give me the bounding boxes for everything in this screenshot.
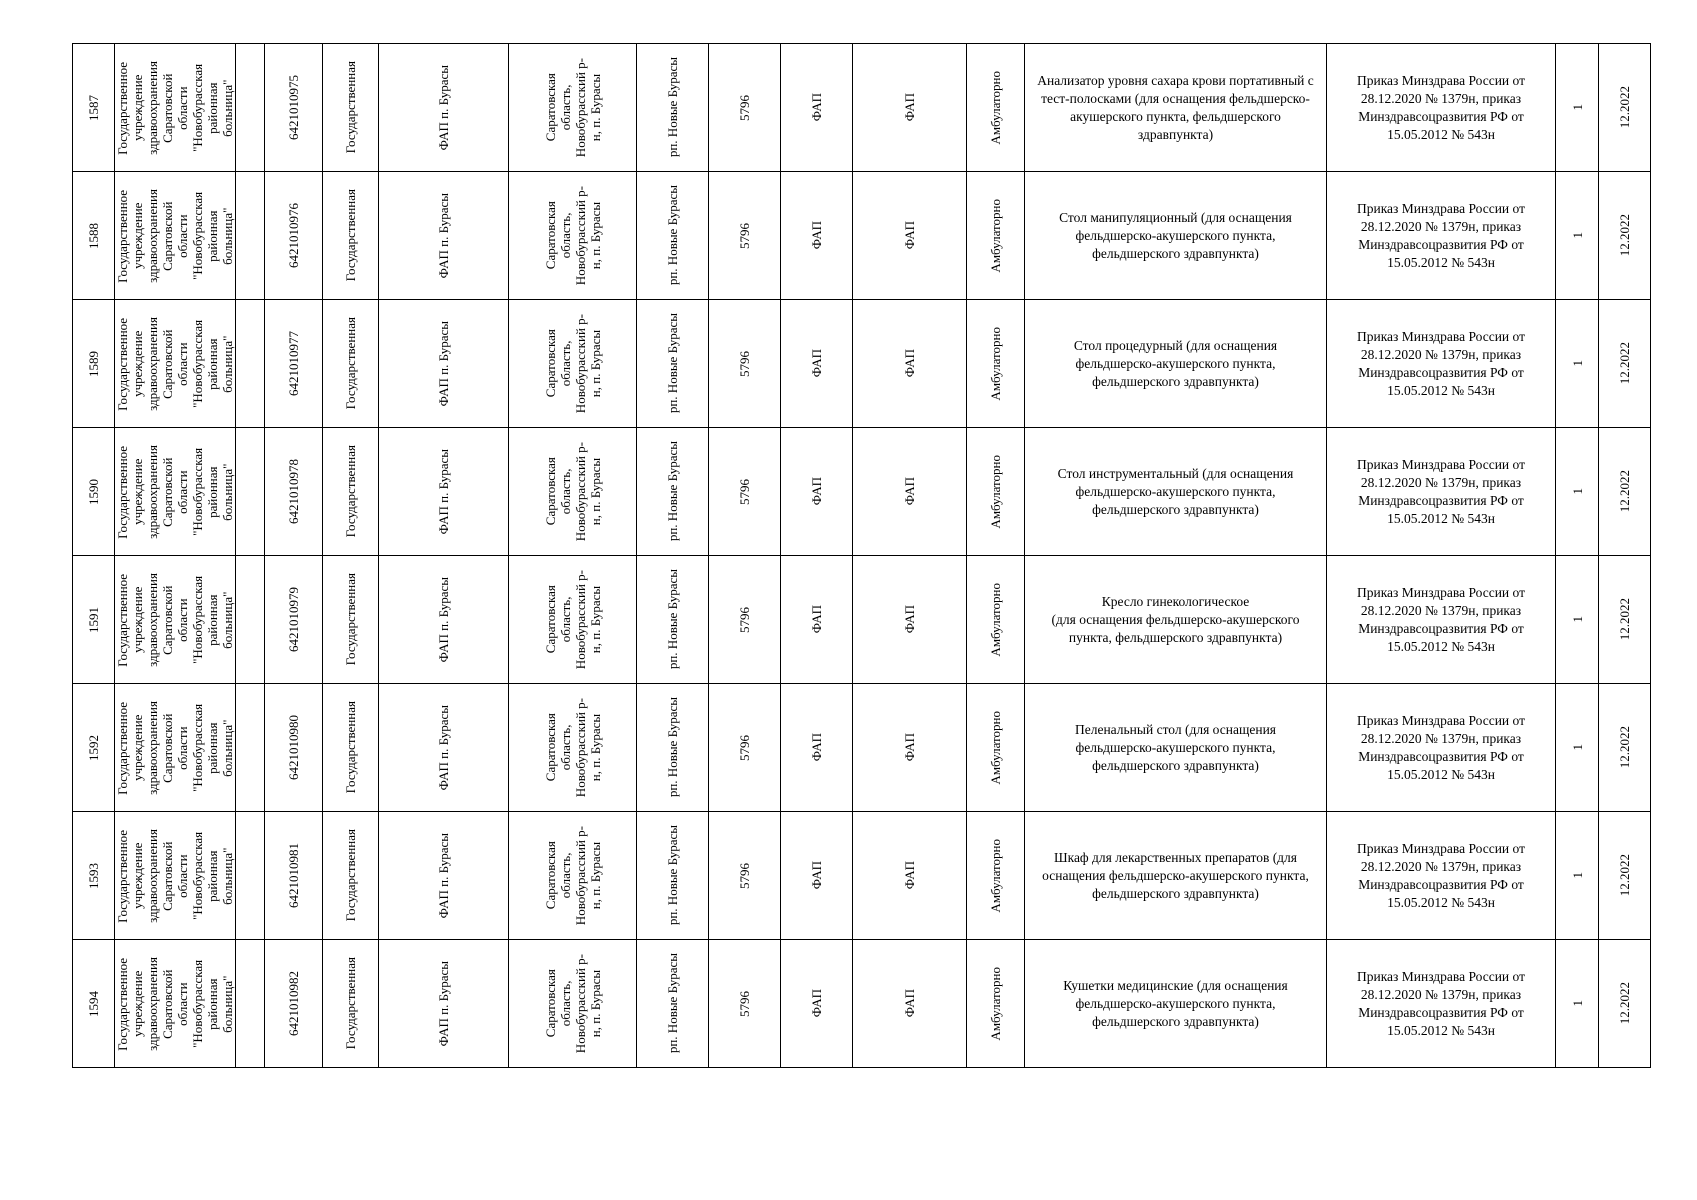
organization-cell (115, 428, 236, 556)
code-text: 5796 (737, 478, 752, 505)
care-form-text: Амбулаторно (988, 454, 1003, 529)
regulation-cell (1327, 44, 1556, 172)
inn-text: 6421010980 (286, 715, 301, 780)
inn-cell (265, 556, 323, 684)
unit-subkind-text: ФАП (902, 221, 917, 250)
quantity-text: 1 (1569, 872, 1585, 879)
code-text: 5796 (737, 222, 752, 249)
quantity-text: 1 (1569, 744, 1585, 751)
inn-text: 6421010975 (286, 75, 301, 140)
organization-cell (115, 44, 236, 172)
inn-cell (265, 684, 323, 812)
unit-kind-text: ФАП (809, 93, 824, 122)
regulation-cell (1327, 172, 1556, 300)
address-cell (509, 300, 637, 428)
inn-cell (265, 300, 323, 428)
care-form-cell (967, 300, 1025, 428)
spacer-cell (236, 812, 265, 940)
code-text: 5796 (737, 734, 752, 761)
unit-subkind-cell (853, 172, 967, 300)
unit-subkind-text: ФАП (902, 93, 917, 122)
quantity-cell (1556, 300, 1599, 428)
care-form-text: Амбулаторно (988, 70, 1003, 145)
ownership-type-text: Государственная (343, 573, 358, 666)
unit-subkind-cell (853, 812, 967, 940)
inn-text: 6421010979 (286, 587, 301, 652)
inn-cell (265, 812, 323, 940)
unit-name-cell (379, 172, 509, 300)
organization-text: Государственное учреждение здравоохранения Саратовской области "Новобурасская районная больница" (115, 60, 235, 155)
organization-cell (115, 940, 236, 1068)
organization-text: Государственное учреждение здравоохранения Саратовской области "Новобурасская районная больница" (115, 444, 235, 539)
care-form-text: Амбулаторно (988, 710, 1003, 785)
quantity-cell (1556, 812, 1599, 940)
care-form-text: Амбулаторно (988, 838, 1003, 913)
row-number-cell (73, 44, 115, 172)
unit-kind-text: ФАП (809, 989, 824, 1018)
settlement-text: рп. Новые Бурасы (665, 313, 680, 414)
row-number-text: 1590 (86, 478, 101, 505)
table-row (73, 172, 1651, 300)
address-cell (509, 428, 637, 556)
organization-cell (115, 812, 236, 940)
inn-cell (265, 940, 323, 1068)
ownership-type-cell (323, 428, 379, 556)
equipment-table (72, 43, 1651, 1068)
equipment-name-text: Шкаф для лекарственных препаратов (для оснащения фельдшерско-акушерского пункта, фельдшерского здравпункта) (1042, 849, 1309, 901)
regulation-cell (1327, 940, 1556, 1068)
settlement-text: рп. Новые Бурасы (665, 825, 680, 926)
unit-name-text: ФАП п. Бурасы (436, 64, 451, 151)
row-number-cell (73, 812, 115, 940)
inn-text: 6421010977 (286, 331, 301, 396)
deadline-text: 12.2022 (1617, 470, 1632, 513)
code-cell (709, 300, 781, 428)
row-number-text: 1591 (86, 606, 101, 633)
unit-subkind-cell (853, 428, 967, 556)
quantity-text: 1 (1569, 104, 1585, 111)
unit-kind-text: ФАП (809, 221, 824, 250)
inn-text: 6421010978 (286, 459, 301, 524)
unit-kind-cell (781, 684, 853, 812)
equipment-name-text: Пеленальный стол (для оснащения фельдшерско-акушерского пункта, фельдшерского здравпункта) (1074, 721, 1277, 773)
ownership-type-text: Государственная (343, 701, 358, 794)
unit-name-text: ФАП п. Бурасы (436, 448, 451, 535)
organization-text: Государственное учреждение здравоохранения Саратовской области "Новобурасская районная больница" (115, 316, 235, 411)
address-text: Саратовская область, Новобурасский р- н, п. Бурасы (542, 313, 603, 414)
regulation-text: Приказ Минздрава России от 28.12.2020 № 1379н, приказ Минздравсоцразвития РФ от 15.05.2012 № 543н (1356, 584, 1526, 654)
spacer-cell (236, 300, 265, 428)
unit-subkind-cell (853, 940, 967, 1068)
code-text: 5796 (737, 350, 752, 377)
equipment-name-cell (1025, 172, 1327, 300)
care-form-cell (967, 428, 1025, 556)
row-number-cell (73, 300, 115, 428)
spacer-cell (236, 428, 265, 556)
care-form-text: Амбулаторно (988, 198, 1003, 273)
deadline-cell (1599, 812, 1651, 940)
equipment-name-cell (1025, 428, 1327, 556)
ownership-type-text: Государственная (343, 445, 358, 538)
deadline-text: 12.2022 (1617, 982, 1632, 1025)
settlement-cell (637, 556, 709, 684)
inn-text: 6421010976 (286, 203, 301, 268)
ownership-type-text: Государственная (343, 317, 358, 410)
care-form-text: Амбулаторно (988, 326, 1003, 401)
quantity-cell (1556, 428, 1599, 556)
unit-name-cell (379, 684, 509, 812)
deadline-text: 12.2022 (1617, 214, 1632, 257)
settlement-text: рп. Новые Бурасы (665, 697, 680, 798)
table-row (73, 556, 1651, 684)
regulation-text: Приказ Минздрава России от 28.12.2020 № 1379н, приказ Минздравсоцразвития РФ от 15.05.2012 № 543н (1356, 200, 1526, 270)
row-number-cell (73, 684, 115, 812)
care-form-cell (967, 172, 1025, 300)
address-text: Саратовская область, Новобурасский р- н, п. Бурасы (542, 697, 603, 798)
unit-kind-cell (781, 556, 853, 684)
unit-name-cell (379, 44, 509, 172)
row-number-text: 1587 (86, 94, 101, 121)
organization-text: Государственное учреждение здравоохранения Саратовской области "Новобурасская районная больница" (115, 572, 235, 667)
inn-text: 6421010981 (286, 843, 301, 908)
table-row (73, 428, 1651, 556)
unit-kind-cell (781, 940, 853, 1068)
care-form-cell (967, 812, 1025, 940)
quantity-text: 1 (1569, 488, 1585, 495)
unit-kind-cell (781, 172, 853, 300)
row-number-cell (73, 556, 115, 684)
table-row (73, 940, 1651, 1068)
regulation-cell (1327, 812, 1556, 940)
code-cell (709, 172, 781, 300)
unit-subkind-text: ФАП (902, 861, 917, 890)
address-cell (509, 940, 637, 1068)
settlement-cell (637, 172, 709, 300)
quantity-cell (1556, 684, 1599, 812)
unit-name-cell (379, 556, 509, 684)
code-cell (709, 940, 781, 1068)
inn-cell (265, 428, 323, 556)
organization-text: Государственное учреждение здравоохранения Саратовской области "Новобурасская районная больница" (115, 700, 235, 795)
unit-subkind-cell (853, 300, 967, 428)
equipment-name-cell (1025, 684, 1327, 812)
settlement-text: рп. Новые Бурасы (665, 185, 680, 286)
code-cell (709, 684, 781, 812)
code-cell (709, 428, 781, 556)
quantity-cell (1556, 44, 1599, 172)
settlement-cell (637, 300, 709, 428)
regulation-text: Приказ Минздрава России от 28.12.2020 № 1379н, приказ Минздравсоцразвития РФ от 15.05.2012 № 543н (1356, 712, 1526, 782)
unit-kind-text: ФАП (809, 349, 824, 378)
row-number-text: 1592 (86, 734, 101, 761)
equipment-name-cell (1025, 940, 1327, 1068)
unit-kind-text: ФАП (809, 477, 824, 506)
table-row (73, 300, 1651, 428)
code-cell (709, 556, 781, 684)
row-number-text: 1594 (86, 990, 101, 1017)
quantity-text: 1 (1569, 1000, 1585, 1007)
unit-subkind-cell (853, 556, 967, 684)
equipment-name-text: Анализатор уровня сахара крови портативный с тест-полосками (для оснащения фельдшерско-акушерского пункта, фельдшерского здравпункта) (1037, 72, 1314, 142)
regulation-cell (1327, 556, 1556, 684)
unit-name-cell (379, 428, 509, 556)
unit-name-text: ФАП п. Бурасы (436, 960, 451, 1047)
unit-name-cell (379, 812, 509, 940)
quantity-cell (1556, 556, 1599, 684)
settlement-cell (637, 428, 709, 556)
ownership-type-text: Государственная (343, 957, 358, 1050)
address-text: Саратовская область, Новобурасский р- н, п. Бурасы (542, 441, 603, 542)
spacer-cell (236, 556, 265, 684)
equipment-name-text: Кресло гинекологическое (для оснащения фельдшерско-акушерского пункта, фельдшерского здравпункта) (1051, 593, 1300, 645)
inn-text: 6421010982 (286, 971, 301, 1036)
inn-cell (265, 172, 323, 300)
settlement-text: рп. Новые Бурасы (665, 569, 680, 670)
ownership-type-cell (323, 300, 379, 428)
ownership-type-cell (323, 172, 379, 300)
deadline-cell (1599, 940, 1651, 1068)
deadline-cell (1599, 684, 1651, 812)
unit-kind-text: ФАП (809, 605, 824, 634)
deadline-cell (1599, 300, 1651, 428)
unit-kind-text: ФАП (809, 861, 824, 890)
ownership-type-cell (323, 684, 379, 812)
settlement-text: рп. Новые Бурасы (665, 441, 680, 542)
regulation-text: Приказ Минздрава России от 28.12.2020 № 1379н, приказ Минздравсоцразвития РФ от 15.05.2012 № 543н (1356, 840, 1526, 910)
unit-subkind-cell (853, 684, 967, 812)
ownership-type-cell (323, 44, 379, 172)
table-row (73, 684, 1651, 812)
care-form-cell (967, 684, 1025, 812)
deadline-text: 12.2022 (1617, 598, 1632, 641)
code-text: 5796 (737, 990, 752, 1017)
spacer-cell (236, 172, 265, 300)
regulation-cell (1327, 684, 1556, 812)
code-cell (709, 44, 781, 172)
unit-name-cell (379, 300, 509, 428)
care-form-cell (967, 556, 1025, 684)
quantity-text: 1 (1569, 360, 1585, 367)
settlement-text: рп. Новые Бурасы (665, 953, 680, 1054)
organization-cell (115, 556, 236, 684)
code-text: 5796 (737, 606, 752, 633)
equipment-name-text: Кушетки медицинские (для оснащения фельдшерско-акушерского пункта, фельдшерского здравпункта) (1063, 977, 1288, 1029)
deadline-cell (1599, 44, 1651, 172)
code-cell (709, 812, 781, 940)
address-cell (509, 172, 637, 300)
regulation-text: Приказ Минздрава России от 28.12.2020 № 1379н, приказ Минздравсоцразвития РФ от 15.05.2012 № 543н (1356, 72, 1526, 142)
care-form-cell (967, 940, 1025, 1068)
deadline-text: 12.2022 (1617, 342, 1632, 385)
unit-name-cell (379, 940, 509, 1068)
ownership-type-text: Государственная (343, 829, 358, 922)
deadline-text: 12.2022 (1617, 86, 1632, 129)
spacer-cell (236, 940, 265, 1068)
equipment-name-text: Стол процедурный (для оснащения фельдшерско-акушерского пункта, фельдшерского здравпункта) (1073, 337, 1278, 389)
unit-kind-cell (781, 428, 853, 556)
address-text: Саратовская область, Новобурасский р- н, п. Бурасы (542, 57, 603, 158)
inn-cell (265, 44, 323, 172)
unit-kind-text: ФАП (809, 733, 824, 762)
unit-name-text: ФАП п. Бурасы (436, 704, 451, 791)
row-number-text: 1589 (86, 350, 101, 377)
settlement-cell (637, 812, 709, 940)
unit-subkind-text: ФАП (902, 349, 917, 378)
regulation-text: Приказ Минздрава России от 28.12.2020 № 1379н, приказ Минздравсоцразвития РФ от 15.05.2012 № 543н (1356, 328, 1526, 398)
ownership-type-text: Государственная (343, 61, 358, 154)
address-cell (509, 684, 637, 812)
quantity-cell (1556, 940, 1599, 1068)
spacer-cell (236, 684, 265, 812)
equipment-name-cell (1025, 556, 1327, 684)
code-text: 5796 (737, 94, 752, 121)
code-text: 5796 (737, 862, 752, 889)
unit-kind-cell (781, 44, 853, 172)
equipment-name-text: Стол инструментальный (для оснащения фельдшерско-акушерского пункта, фельдшерского здравпункта) (1057, 465, 1294, 517)
settlement-text: рп. Новые Бурасы (665, 57, 680, 158)
quantity-cell (1556, 172, 1599, 300)
address-cell (509, 556, 637, 684)
deadline-text: 12.2022 (1617, 726, 1632, 769)
row-number-cell (73, 172, 115, 300)
settlement-cell (637, 44, 709, 172)
settlement-cell (637, 940, 709, 1068)
equipment-name-text: Стол манипуляционный (для оснащения фельдшерско-акушерского пункта, фельдшерского здравпункта) (1059, 209, 1292, 261)
deadline-cell (1599, 172, 1651, 300)
equipment-name-cell (1025, 300, 1327, 428)
quantity-text: 1 (1569, 232, 1585, 239)
unit-subkind-text: ФАП (902, 477, 917, 506)
unit-kind-cell (781, 812, 853, 940)
table-row (73, 44, 1651, 172)
unit-name-text: ФАП п. Бурасы (436, 576, 451, 663)
row-number-text: 1593 (86, 862, 101, 889)
address-text: Саратовская область, Новобурасский р- н, п. Бурасы (542, 569, 603, 670)
row-number-cell (73, 428, 115, 556)
settlement-cell (637, 684, 709, 812)
table-row (73, 812, 1651, 940)
organization-cell (115, 684, 236, 812)
organization-text: Государственное учреждение здравоохранения Саратовской области "Новобурасская районная больница" (115, 956, 235, 1051)
regulation-cell (1327, 428, 1556, 556)
row-number-cell (73, 940, 115, 1068)
regulation-text: Приказ Минздрава России от 28.12.2020 № 1379н, приказ Минздравсоцразвития РФ от 15.05.2012 № 543н (1356, 968, 1526, 1038)
care-form-cell (967, 44, 1025, 172)
unit-name-text: ФАП п. Бурасы (436, 832, 451, 919)
address-cell (509, 44, 637, 172)
ownership-type-cell (323, 940, 379, 1068)
unit-subkind-cell (853, 44, 967, 172)
quantity-text: 1 (1569, 616, 1585, 623)
organization-text: Государственное учреждение здравоохранения Саратовской области "Новобурасская районная больница" (115, 828, 235, 923)
address-text: Саратовская область, Новобурасский р- н, п. Бурасы (542, 185, 603, 286)
address-cell (509, 812, 637, 940)
unit-subkind-text: ФАП (902, 733, 917, 762)
unit-kind-cell (781, 300, 853, 428)
care-form-text: Амбулаторно (988, 966, 1003, 1041)
unit-subkind-text: ФАП (902, 989, 917, 1018)
unit-name-text: ФАП п. Бурасы (436, 320, 451, 407)
address-text: Саратовская область, Новобурасский р- н, п. Бурасы (542, 953, 603, 1054)
unit-subkind-text: ФАП (902, 605, 917, 634)
ownership-type-cell (323, 812, 379, 940)
organization-text: Государственное учреждение здравоохранения Саратовской области "Новобурасская районная больница" (115, 188, 235, 283)
deadline-cell (1599, 428, 1651, 556)
ownership-type-cell (323, 556, 379, 684)
organization-cell (115, 300, 236, 428)
equipment-name-cell (1025, 812, 1327, 940)
ownership-type-text: Государственная (343, 189, 358, 282)
address-text: Саратовская область, Новобурасский р- н, п. Бурасы (542, 825, 603, 926)
equipment-name-cell (1025, 44, 1327, 172)
spacer-cell (236, 44, 265, 172)
care-form-text: Амбулаторно (988, 582, 1003, 657)
row-number-text: 1588 (86, 222, 101, 249)
organization-cell (115, 172, 236, 300)
deadline-text: 12.2022 (1617, 854, 1632, 897)
regulation-cell (1327, 300, 1556, 428)
deadline-cell (1599, 556, 1651, 684)
unit-name-text: ФАП п. Бурасы (436, 192, 451, 279)
regulation-text: Приказ Минздрава России от 28.12.2020 № 1379н, приказ Минздравсоцразвития РФ от 15.05.2012 № 543н (1356, 456, 1526, 526)
